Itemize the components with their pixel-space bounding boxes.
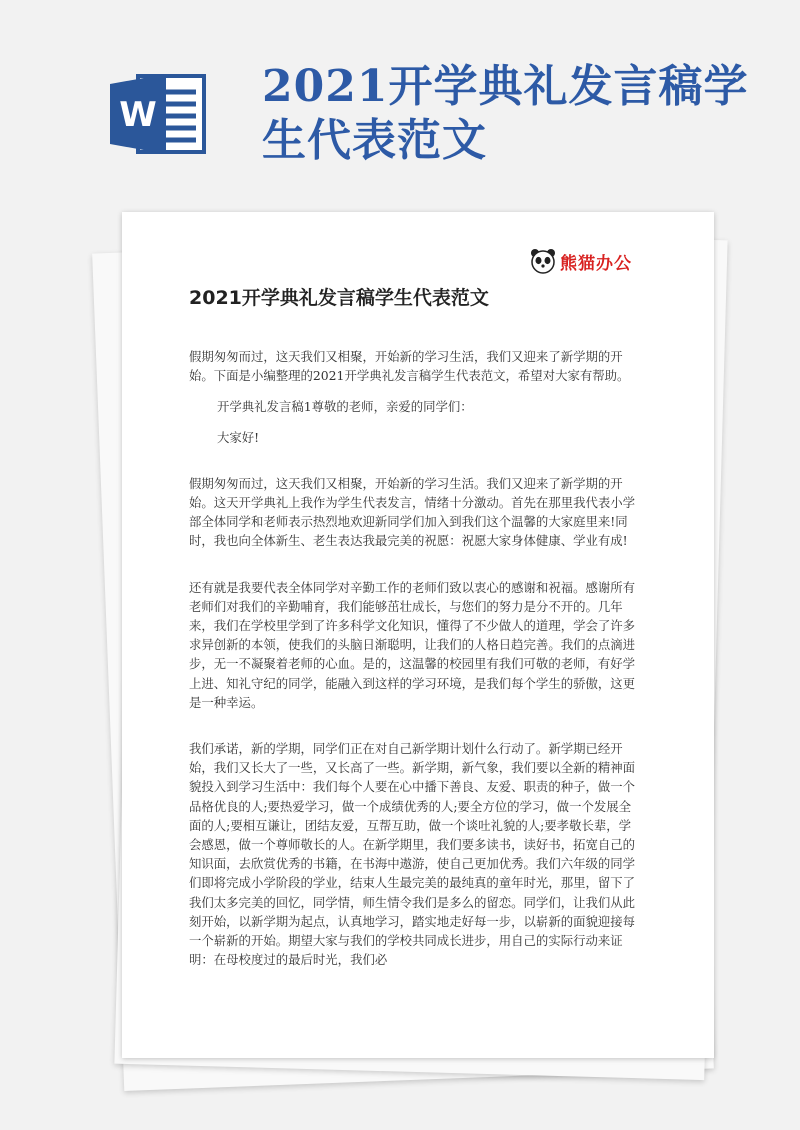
greeting-line: 开学典礼发言稿1尊敬的老师，亲爱的同学们： (217, 399, 473, 415)
body-paragraph-2: 还有就是我要代表全体同学对辛勤工作的老师们致以衷心的感谢和祝福。感谢所有老师们对我们的辛勤哺育，我们能够茁壮成长，与您们的努力是分不开的。几年来，我们在学校里学到了许多科学文化知识，懂得了不少做人的道理，学会了许多求异创新的本领，使我们的头脑日渐聪明，让我们的人格日趋完善。我们的点滴进步，无一不凝聚着老师的心血。是的，这温馨的校园里有我们可敬的老师，有好学上进、知礼守纪的同学，能融入到这样的学习环境，是我们每个学生的骄傲，这更是一种幸运。 (189, 579, 636, 710)
word-document-icon (108, 72, 208, 156)
brand-logo (530, 248, 632, 274)
document-title: 2021开学典礼发言稿学生代表范文 (189, 287, 489, 309)
logo-text: 熊猫办公 (560, 253, 632, 274)
preview-header (0, 0, 800, 200)
svg-text:W: W (119, 95, 157, 135)
panda-icon (530, 248, 556, 274)
body-paragraph-3: 我们承诺，新的学期，同学们正在对自己新学期计划什么行动了。新学期已经开始，我们又长大了一些，又长高了一些。新学期，新气象，我们要以全新的精神面貌投入到学习生活中：我们每个人要在心中播下善良、友爱、职责的种子，做一个品格优良的人;要热爱学习，做一个成绩优秀的人;要全方位的学习，做一个发展全面的人;要相互谦让，团结友爱，互帮互助，做一个谈吐礼貌的人;要孝敬长辈，学会感恩，做一个尊师敬长的人。在新学期里，我们要多读书，读好书，拓宽自己的知识面，去欣赏优秀的书籍，在书海中遨游，使自己更加优秀。我们六年级的同学们即将完成小学阶段的学业，结束人生最完美的最纯真的童年时光，那里，留下了我们太多完美的回忆，同学情，师生情令我们是多么的留恋。同学们，让我们从此刻开始，以新学期为起点，认真地学习，踏实地走好每一步，以崭新的面貌迎接每一个崭新的开始。期望大家与我们的学校共同成长进步，用自己的实际行动来证明：在母校度过的最后时光，我们必 (189, 741, 636, 968)
intro-paragraph: 假期匆匆而过，这天我们又相聚，开始新的学习生活，我们又迎来了新学期的开始。下面是小编整理的2021开学典礼发言稿学生代表范文，希望对大家有帮助。 (189, 349, 630, 384)
document-body (189, 347, 641, 969)
body-paragraph-1: 假期匆匆而过，这天我们又相聚，开始新的学习生活。我们又迎来了新学期的开始。这天开学典礼上我作为学生代表发言，情绪十分激动。首先在那里我代表小学部全体同学和老师表示热烈地欢迎新同学们加入到我们这个温馨的大家庭里来!同时，我也向全体新生、老生表达我最完美的祝愿：祝愿大家身体健康、学业有成! (189, 475, 636, 549)
preview-title: 2021开学典礼发言稿学生代表范文 (262, 61, 749, 166)
document-page (122, 212, 714, 1058)
hello-line: 大家好! (217, 429, 260, 445)
